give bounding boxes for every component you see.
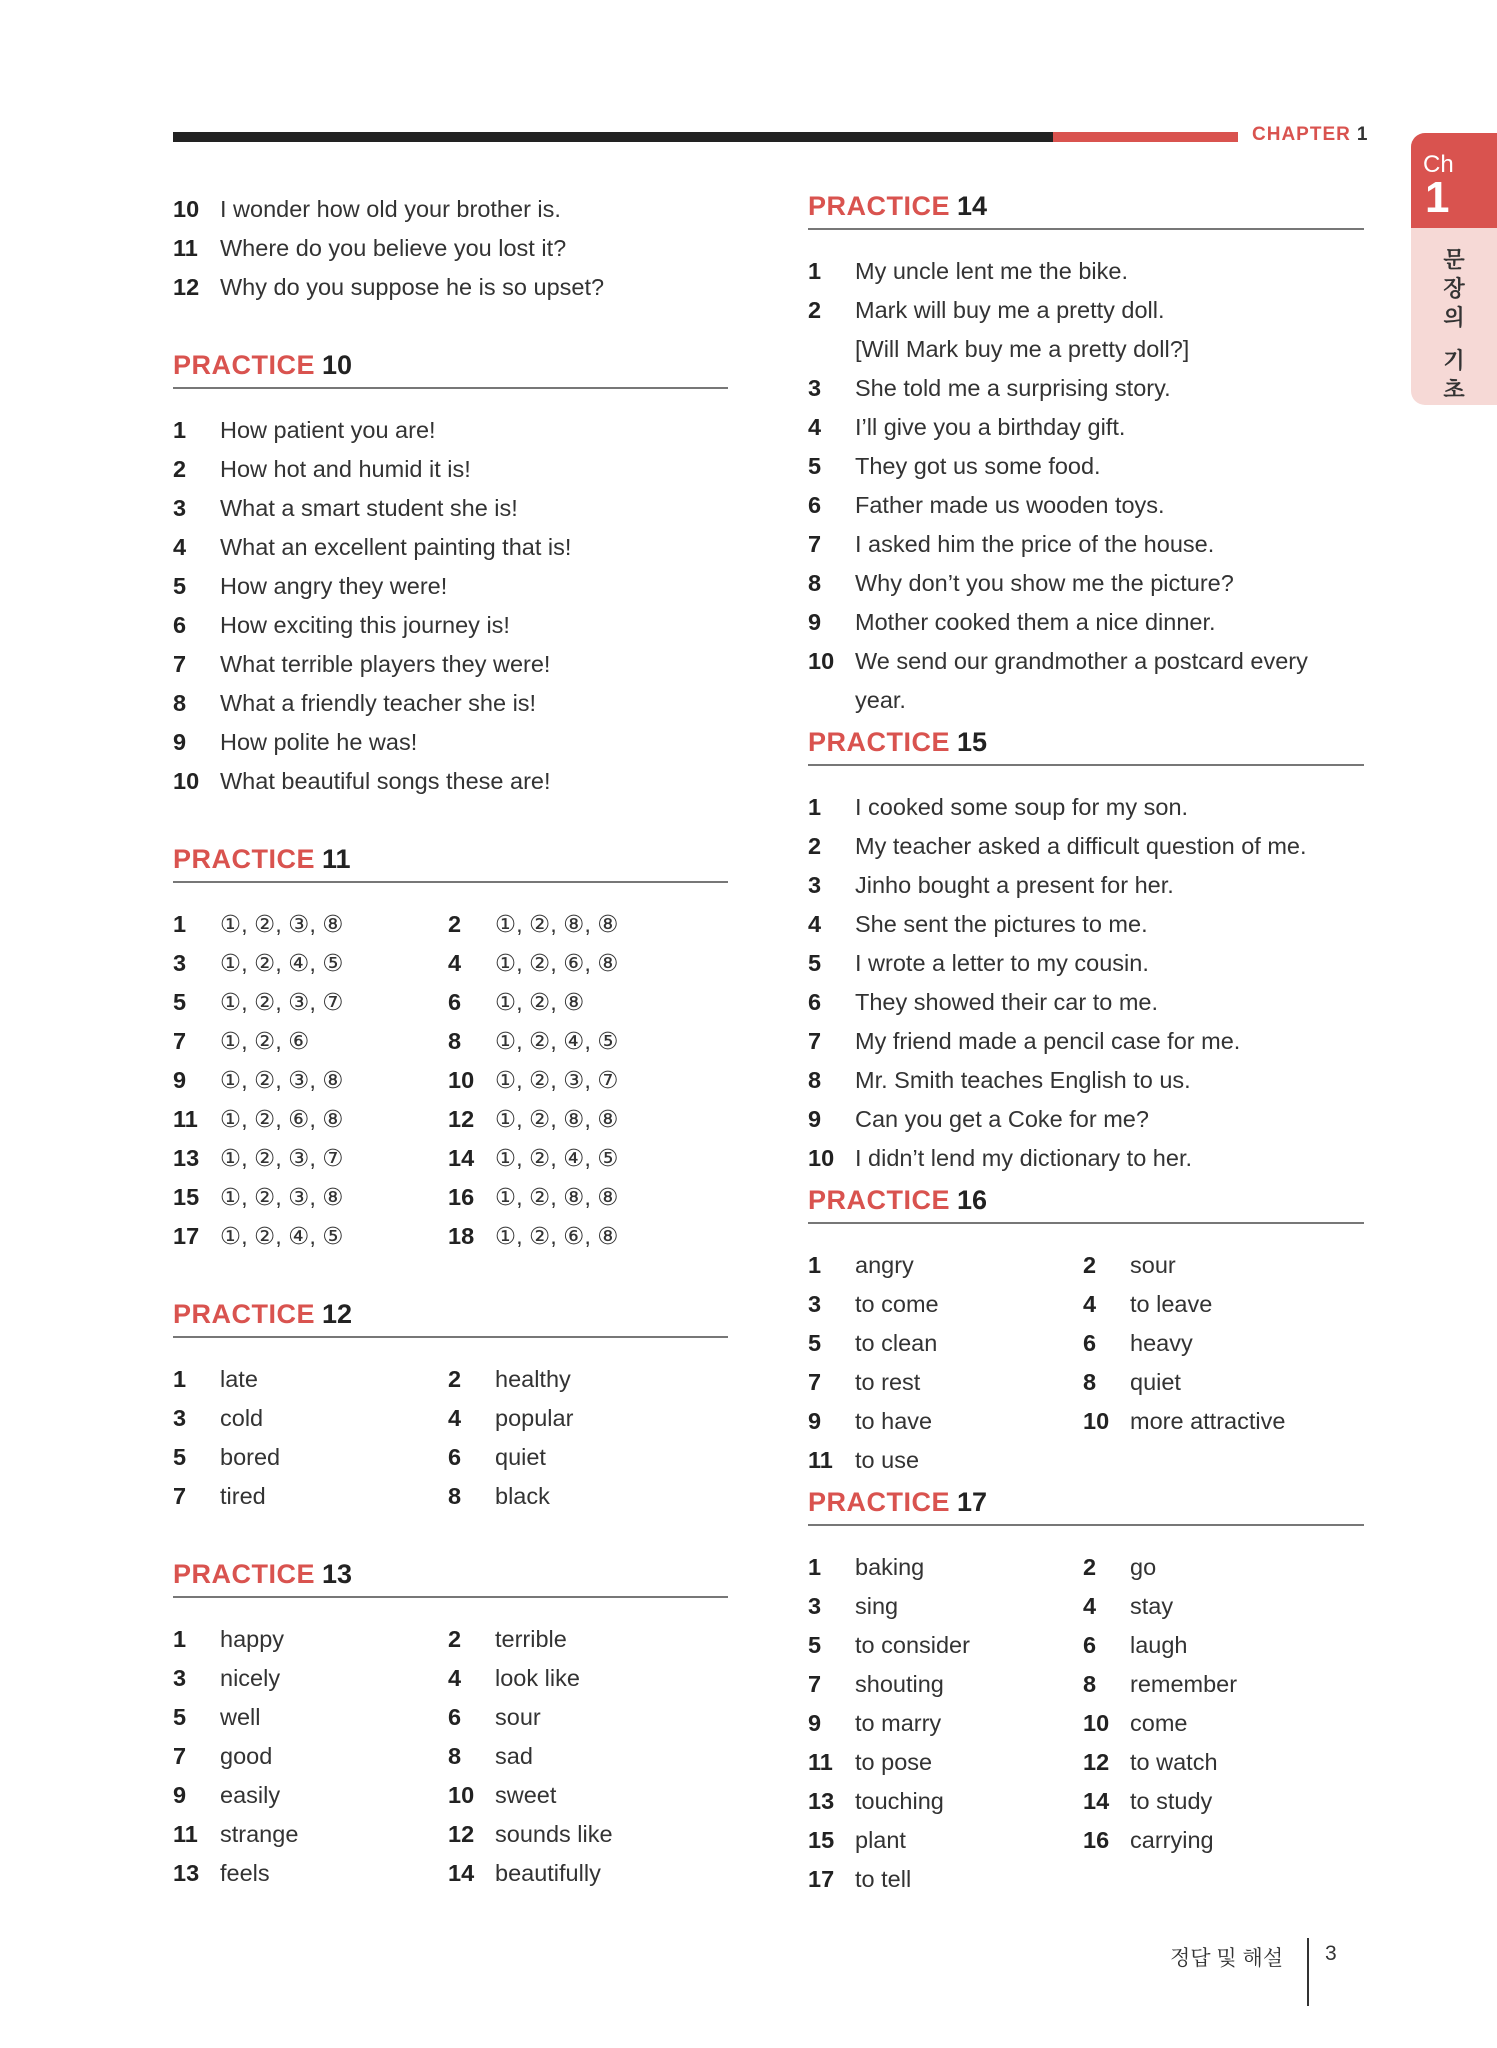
answer-row: 1 baking 2 go [808, 1554, 1157, 1580]
list-item: 11 Where do you believe you lost it? [173, 235, 567, 261]
list-item: 6 They showed their car to me. [808, 989, 1159, 1015]
answer-row: 3 cold 4 popular [173, 1405, 574, 1431]
answer-row: 1 late 2 healthy [173, 1366, 571, 1392]
practice-12-title: PRACTICE 12 [173, 1296, 728, 1338]
answer-row: 5 bored 6 quiet [173, 1444, 546, 1470]
practice-14-section [808, 188, 1364, 720]
list-item: 5 How angry they were! [173, 573, 448, 599]
header-rule-accent [1053, 132, 1238, 142]
list-item: 9 How polite he was! [173, 729, 418, 755]
continued-list [173, 190, 728, 307]
answer-row: 15 ①, ②, ③, ⑧ 16 ①, ②, ⑧, ⑧ [173, 1184, 619, 1210]
list-item: 4 I’ll give you a birthday gift. [808, 414, 1126, 440]
list-item: 8 Why don’t you show me the picture? [808, 570, 1234, 596]
list-item: 8 Mr. Smith teaches English to us. [808, 1067, 1191, 1093]
list-item: 7 I asked him the price of the house. [808, 531, 1215, 557]
answer-row: 7 ①, ②, ⑥ 8 ①, ②, ④, ⑤ [173, 1028, 619, 1054]
answer-row: 3 to come 4 to leave [808, 1291, 1213, 1317]
answer-row: 11 strange 12 sounds like [173, 1821, 613, 1847]
list-item: 1 How patient you are! [173, 417, 436, 443]
footer-divider [1307, 1938, 1309, 2006]
list-item: 2 My teacher asked a difficult question of me. [808, 833, 1307, 859]
list-item: 1 I cooked some soup for my son. [808, 794, 1189, 820]
answer-row: 9 to marry 10 come [808, 1710, 1188, 1736]
answer-row: 11 ①, ②, ⑥, ⑧ 12 ①, ②, ⑧, ⑧ [173, 1106, 619, 1132]
practice-14-title: PRACTICE 14 [808, 188, 1364, 230]
answer-row: 5 to clean 6 heavy [808, 1330, 1193, 1356]
answer-row: 3 sing 4 stay [808, 1593, 1174, 1619]
chapter-tab-num: 1 [1425, 173, 1450, 222]
answer-row: 1 happy 2 terrible [173, 1626, 567, 1652]
practice-16-section [808, 1182, 1364, 1480]
list-item: 3 She told me a surprising story. [808, 375, 1171, 401]
practice-17-title: PRACTICE 17 [808, 1484, 1364, 1526]
list-item: [Will Mark buy me a pretty doll?] [855, 336, 1190, 362]
list-item: 6 Father made us wooden toys. [808, 492, 1165, 518]
answer-row: 13 ①, ②, ③, ⑦ 14 ①, ②, ④, ⑤ [173, 1145, 619, 1171]
practice-10-section [173, 347, 728, 801]
list-item: 2 How hot and humid it is! [173, 456, 471, 482]
list-item: 1 My uncle lent me the bike. [808, 258, 1128, 284]
chapter-tab [1411, 133, 1497, 405]
list-item: 12 Why do you suppose he is so upset? [173, 274, 605, 300]
answer-row: 7 good 8 sad [173, 1743, 533, 1769]
answer-row: 7 tired 8 black [173, 1483, 550, 1509]
header-rule-dark [173, 132, 1053, 142]
answer-row: 5 well 6 sour [173, 1704, 541, 1730]
answer-row: 7 shouting 8 remember [808, 1671, 1238, 1697]
answer-row: 7 to rest 8 quiet [808, 1369, 1181, 1395]
answer-row: 13 feels 14 beautifully [173, 1860, 601, 1886]
right-column [808, 188, 1364, 1899]
list-item: 8 What a friendly teacher she is! [173, 690, 537, 716]
practice-13-section [173, 1556, 728, 1893]
practice-12-section [173, 1296, 728, 1516]
practice-17-section [808, 1484, 1364, 1899]
list-item: 3 What a smart student she is! [173, 495, 518, 521]
answer-row: 5 ①, ②, ③, ⑦ 6 ①, ②, ⑧ [173, 989, 585, 1015]
practice-13-title: PRACTICE 13 [173, 1556, 728, 1598]
answer-row: 11 to use [808, 1447, 920, 1473]
practice-11-title: PRACTICE 11 [173, 841, 728, 883]
chapter-tab-header [1411, 133, 1497, 228]
chapter-label: CHAPTER 1 [1252, 124, 1369, 145]
list-item: 10 We send our grandmother a postcard every [808, 648, 1308, 674]
footer-label: 정답 및 해설 [1170, 1947, 1284, 1970]
list-item: 10 I wonder how old your brother is. [173, 196, 561, 222]
practice-16-title: PRACTICE 16 [808, 1182, 1364, 1224]
chapter-tab-ch: Ch [1423, 151, 1454, 178]
list-item: 6 How exciting this journey is! [173, 612, 510, 638]
answer-row: 17 ①, ②, ④, ⑤ 18 ①, ②, ⑥, ⑧ [173, 1223, 619, 1249]
list-item: 4 She sent the pictures to me. [808, 911, 1148, 937]
answer-row: 1 angry 2 sour [808, 1252, 1176, 1278]
answer-row: 3 ①, ②, ④, ⑤ 4 ①, ②, ⑥, ⑧ [173, 950, 619, 976]
answer-row: 13 touching 14 to study [808, 1788, 1213, 1814]
answer-row: 9 ①, ②, ③, ⑧ 10 ①, ②, ③, ⑦ [173, 1067, 619, 1093]
left-column [173, 190, 728, 1893]
list-item: 4 What an excellent painting that is! [173, 534, 572, 560]
chapter-tab-title: 문 장 의 기 초 [1443, 247, 1465, 402]
list-item: 5 They got us some food. [808, 453, 1101, 479]
practice-11-section [173, 841, 728, 1256]
practice-10-title: PRACTICE 10 [173, 347, 728, 389]
list-item: 2 Mark will buy me a pretty doll. [808, 297, 1165, 323]
answer-row: 17 to tell [808, 1866, 912, 1892]
list-item: 7 What terrible players they were! [173, 651, 551, 677]
list-item: 10 What beautiful songs these are! [173, 768, 551, 794]
answer-row: 5 to consider 6 laugh [808, 1632, 1188, 1658]
answer-row: 3 nicely 4 look like [173, 1665, 580, 1691]
answer-row: 9 to have 10 more attractive [808, 1408, 1286, 1434]
practice-15-section [808, 724, 1364, 1178]
page-number: 3 [1325, 1942, 1337, 1965]
list-item: 5 I wrote a letter to my cousin. [808, 950, 1149, 976]
answer-row: 15 plant 16 carrying [808, 1827, 1214, 1853]
practice-15-title: PRACTICE 15 [808, 724, 1364, 766]
answer-row: 1 ①, ②, ③, ⑧ 2 ①, ②, ⑧, ⑧ [173, 911, 619, 937]
list-item: 7 My friend made a pencil case for me. [808, 1028, 1241, 1054]
list-item: 9 Can you get a Coke for me? [808, 1106, 1149, 1132]
answer-row: 9 easily 10 sweet [173, 1782, 557, 1808]
list-item: year. [855, 687, 906, 713]
list-item: 3 Jinho bought a present for her. [808, 872, 1174, 898]
list-item: 9 Mother cooked them a nice dinner. [808, 609, 1216, 635]
answer-row: 11 to pose 12 to watch [808, 1749, 1218, 1775]
list-item: 10 I didn’t lend my dictionary to her. [808, 1145, 1193, 1171]
